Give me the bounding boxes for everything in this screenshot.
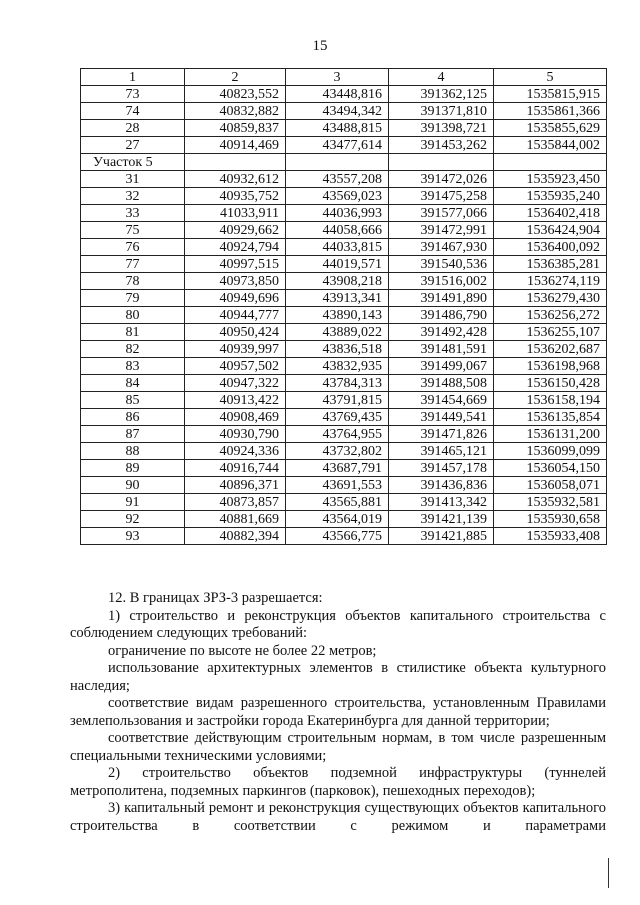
coordinate-cell: 1536099,099 (494, 443, 607, 460)
column-header: 3 (286, 69, 389, 86)
table-row (81, 120, 607, 137)
table-row (81, 273, 607, 290)
coordinate-cell: 391362,125 (389, 86, 494, 103)
coordinate-cell: 40997,515 (185, 256, 286, 273)
coordinate-cell: 40913,422 (185, 392, 286, 409)
coordinate-cell: 391465,121 (389, 443, 494, 460)
column-header: 4 (389, 69, 494, 86)
coordinate-cell: 43691,553 (286, 477, 389, 494)
coordinate-cell: 43557,208 (286, 171, 389, 188)
coordinate-cell: 40957,502 (185, 358, 286, 375)
coordinate-cell: 40832,882 (185, 103, 286, 120)
coordinate-cell: 391475,258 (389, 188, 494, 205)
coordinate-cell: 391540,536 (389, 256, 494, 273)
coordinate-cell: 1536274,119 (494, 273, 607, 290)
coordinate-cell: 40882,394 (185, 528, 286, 545)
point-number-cell: 33 (81, 205, 185, 222)
coordinate-cell: 1535933,408 (494, 528, 607, 545)
coordinate-cell: 391472,991 (389, 222, 494, 239)
coordinate-cell: 391492,428 (389, 324, 494, 341)
coordinate-cell: 391516,002 (389, 273, 494, 290)
paragraph: ограничение по высоте не более 22 метров; (108, 642, 377, 659)
coordinate-cell: 1536135,854 (494, 409, 607, 426)
table-row (81, 358, 607, 375)
coordinate-cell: 1536150,428 (494, 375, 607, 392)
coordinate-cell: 1536198,968 (494, 358, 607, 375)
coordinate-cell: 40935,752 (185, 188, 286, 205)
table-row (81, 239, 607, 256)
point-number-cell: 82 (81, 341, 185, 358)
coordinate-cell: 43832,935 (286, 358, 389, 375)
table-row (81, 290, 607, 307)
coordinate-cell: 43889,022 (286, 324, 389, 341)
coordinate-cell: 43564,019 (286, 511, 389, 528)
point-number-cell: 73 (81, 86, 185, 103)
table-row (81, 443, 607, 460)
column-header: 2 (185, 69, 286, 86)
table-row (81, 222, 607, 239)
table-row (81, 86, 607, 103)
coordinate-cell: 40949,696 (185, 290, 286, 307)
coordinate-cell: 1536202,687 (494, 341, 607, 358)
coordinate-cell: 1536279,430 (494, 290, 607, 307)
coordinate-cell: 391488,508 (389, 375, 494, 392)
point-number-cell: 84 (81, 375, 185, 392)
coordinate-cell: 43784,313 (286, 375, 389, 392)
point-number-cell: 90 (81, 477, 185, 494)
coordinate-cell: 40873,857 (185, 494, 286, 511)
coordinates-table (80, 68, 607, 545)
point-number-cell: 74 (81, 103, 185, 120)
table-row (81, 103, 607, 120)
coordinate-cell: 40896,371 (185, 477, 286, 494)
coordinate-cell: 43732,802 (286, 443, 389, 460)
table-row (81, 477, 607, 494)
coordinate-cell: 1536058,071 (494, 477, 607, 494)
coordinate-cell: 1536256,272 (494, 307, 607, 324)
paragraph: соответствие видам разрешенного строительства, установленным Правилами землепользования и застройки города Екатеринбурга для данной территории; (70, 695, 606, 729)
coordinate-cell: 41033,911 (185, 205, 286, 222)
coordinate-cell: 391499,067 (389, 358, 494, 375)
point-number-cell: 77 (81, 256, 185, 273)
page-number: 15 (312, 38, 328, 54)
coordinate-cell: 1535844,002 (494, 137, 607, 154)
point-number-cell: 87 (81, 426, 185, 443)
coordinate-cell: 391472,026 (389, 171, 494, 188)
coordinate-cell: 43913,341 (286, 290, 389, 307)
coordinate-cell: 1536054,150 (494, 460, 607, 477)
coordinate-cell: 40859,837 (185, 120, 286, 137)
coordinate-cell: 391449,541 (389, 409, 494, 426)
point-number-cell: 93 (81, 528, 185, 545)
coordinate-cell: 391491,890 (389, 290, 494, 307)
table-row (81, 307, 607, 324)
table-row (81, 341, 607, 358)
point-number-cell: 75 (81, 222, 185, 239)
coordinate-cell: 391457,178 (389, 460, 494, 477)
coordinate-cell: 43908,218 (286, 273, 389, 290)
coordinate-cell: 40929,662 (185, 222, 286, 239)
coordinate-cell: 43448,816 (286, 86, 389, 103)
column-header: 5 (494, 69, 607, 86)
point-number-cell: 28 (81, 120, 185, 137)
coordinate-cell: 1536255,107 (494, 324, 607, 341)
coordinate-cell: 40930,790 (185, 426, 286, 443)
coordinate-cell: 391453,262 (389, 137, 494, 154)
coordinate-cell: 43569,023 (286, 188, 389, 205)
paragraph: 3) капитальный ремонт и реконструкция существующих объектов капитального строительства в соответствии с режимом и параметрами (70, 800, 606, 834)
paragraph: соответствие действующим строительным нормам, в том числе разрешенным специальными техническими условиями; (70, 730, 606, 764)
coordinate-cell: 43477,614 (286, 137, 389, 154)
margin-line (608, 858, 609, 888)
coordinate-cell: 1535935,240 (494, 188, 607, 205)
coordinate-cell: 391454,669 (389, 392, 494, 409)
table-row (81, 511, 607, 528)
point-number-cell: 91 (81, 494, 185, 511)
table-row (81, 494, 607, 511)
coordinate-cell: 40947,322 (185, 375, 286, 392)
point-number-cell: 76 (81, 239, 185, 256)
coordinate-cell: 391371,810 (389, 103, 494, 120)
table-row (81, 426, 607, 443)
body-text (70, 590, 606, 835)
paragraph: 12. В границах ЗРЗ-3 разрешается: (108, 590, 323, 606)
coordinate-cell: 40950,424 (185, 324, 286, 341)
point-number-cell: 85 (81, 392, 185, 409)
table-row (81, 392, 607, 409)
table-header-row (81, 69, 607, 86)
coordinate-cell: 40944,777 (185, 307, 286, 324)
coordinate-cell: 391398,721 (389, 120, 494, 137)
point-number-cell: 92 (81, 511, 185, 528)
section-label: Участок 5 (81, 154, 185, 171)
table-row (81, 409, 607, 426)
coordinate-cell: 43565,881 (286, 494, 389, 511)
coordinate-cell: 1535923,450 (494, 171, 607, 188)
coordinate-cell: 1535861,366 (494, 103, 607, 120)
coordinate-cell: 44033,815 (286, 239, 389, 256)
coordinate-cell: 391471,826 (389, 426, 494, 443)
coordinate-cell: 391421,139 (389, 511, 494, 528)
coordinate-cell: 44019,571 (286, 256, 389, 273)
coordinate-cell: 40916,744 (185, 460, 286, 477)
coordinate-cell: 1535930,658 (494, 511, 607, 528)
coordinate-cell: 40823,552 (185, 86, 286, 103)
table-row (81, 171, 607, 188)
table-row (81, 528, 607, 545)
coordinate-cell: 43494,342 (286, 103, 389, 120)
point-number-cell: 83 (81, 358, 185, 375)
table-row (81, 188, 607, 205)
point-number-cell: 86 (81, 409, 185, 426)
coordinate-cell: 391486,790 (389, 307, 494, 324)
column-header: 1 (81, 69, 185, 86)
coordinate-cell: 1536400,092 (494, 239, 607, 256)
coordinate-cell: 43566,775 (286, 528, 389, 545)
coordinate-cell: 40973,850 (185, 273, 286, 290)
coordinate-cell: 43836,518 (286, 341, 389, 358)
paragraph: 1) строительство и реконструкция объектов капитального строительства с соблюдением следующих требований: (70, 607, 606, 641)
table-row (81, 375, 607, 392)
point-number-cell: 81 (81, 324, 185, 341)
table-row (81, 460, 607, 477)
coordinate-cell: 391413,342 (389, 494, 494, 511)
coordinate-cell: 1536402,418 (494, 205, 607, 222)
coordinate-cell: 40939,997 (185, 341, 286, 358)
coordinate-cell: 43890,143 (286, 307, 389, 324)
coordinate-cell: 391421,885 (389, 528, 494, 545)
point-number-cell: 89 (81, 460, 185, 477)
coordinate-cell: 391436,836 (389, 477, 494, 494)
coordinate-cell: 43687,791 (286, 460, 389, 477)
point-number-cell: 80 (81, 307, 185, 324)
coordinate-cell: 40914,469 (185, 137, 286, 154)
coordinate-cell: 40881,669 (185, 511, 286, 528)
coordinate-cell: 1536424,904 (494, 222, 607, 239)
coordinate-cell: 40924,794 (185, 239, 286, 256)
coordinate-cell: 40924,336 (185, 443, 286, 460)
table-row (81, 256, 607, 273)
point-number-cell: 78 (81, 273, 185, 290)
coordinate-cell: 1536131,200 (494, 426, 607, 443)
table-row (81, 324, 607, 341)
coordinate-cell: 1535815,915 (494, 86, 607, 103)
coordinate-cell: 391577,066 (389, 205, 494, 222)
coordinate-cell: 40908,469 (185, 409, 286, 426)
table-row (81, 205, 607, 222)
coordinate-cell: 43769,435 (286, 409, 389, 426)
coordinate-cell: 44036,993 (286, 205, 389, 222)
paragraph: использование архитектурных элементов в стилистике объекта культурного наследия; (70, 660, 606, 694)
point-number-cell: 27 (81, 137, 185, 154)
coordinate-cell: 44058,666 (286, 222, 389, 239)
coordinate-cell: 1536158,194 (494, 392, 607, 409)
point-number-cell: 79 (81, 290, 185, 307)
point-number-cell: 31 (81, 171, 185, 188)
section-row (81, 154, 607, 171)
coordinate-cell: 1535855,629 (494, 120, 607, 137)
coordinate-cell: 1535932,581 (494, 494, 607, 511)
paragraph: 2) строительство объектов подземной инфраструктуры (туннелей метрополитена, подземных паркингов (парковок), пешеходных переходов); (70, 765, 606, 799)
coordinate-cell: 43488,815 (286, 120, 389, 137)
coordinate-cell: 1536385,281 (494, 256, 607, 273)
coordinate-cell: 43791,815 (286, 392, 389, 409)
point-number-cell: 88 (81, 443, 185, 460)
coordinate-cell: 391467,930 (389, 239, 494, 256)
coordinate-cell: 43764,955 (286, 426, 389, 443)
point-number-cell: 32 (81, 188, 185, 205)
coordinate-cell: 40932,612 (185, 171, 286, 188)
table-row (81, 137, 607, 154)
coordinate-cell: 391481,591 (389, 341, 494, 358)
